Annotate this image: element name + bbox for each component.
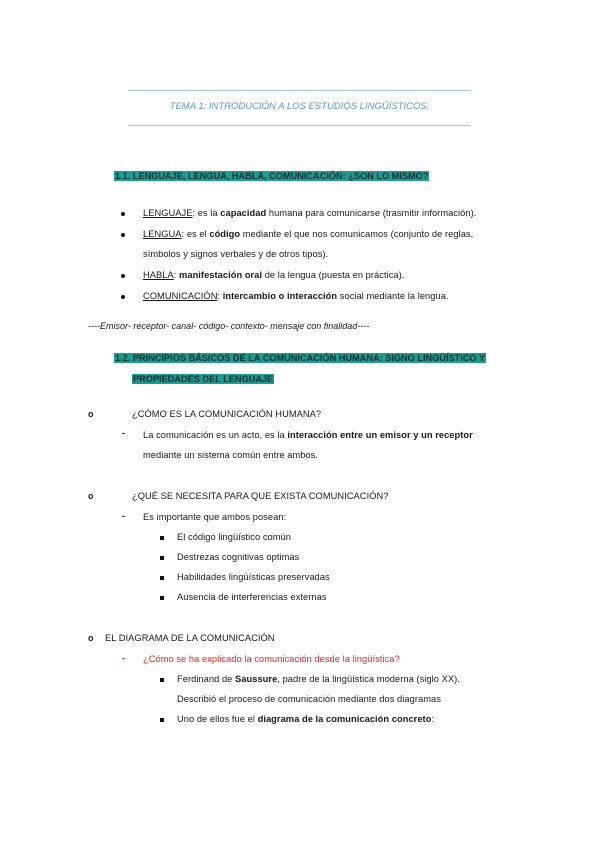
saussure-item-cont: Describió el proceso de comunicación mediante dos diagramas xyxy=(177,694,441,704)
list-item-habla: HABLA: manifestación oral de la lengua (puesta en práctica). xyxy=(143,270,405,280)
section-heading-1-2-cont: PROPIEDADES DEL LENGUAJE xyxy=(133,374,274,384)
list-item-lenguaje: LENGUAJE: es la capacidad humana para comunicarse (trasmitir información). xyxy=(143,208,477,218)
question-requirements: ¿QUÉ SE NECESITA PARA QUE EXISTA COMUNICACIÓN? xyxy=(132,491,389,501)
requirement-item: Destrezas cognitivas optimas xyxy=(177,552,300,562)
section-heading-1-1: 1.1. LENGUAJE, LENGUA, HABLA, COMUNICACIÓN: ¿SON LO MISMO? xyxy=(115,171,429,181)
square-bullet-icon xyxy=(160,556,164,560)
requirement-item: El código lingüístico común xyxy=(177,532,292,542)
answer-communication-human: La comunicación es un acto, es la interacción entre un emisor y un receptor xyxy=(143,430,473,440)
list-item-comunicacion: COMUNICACIÓN: intercambio o interacción social mediante la lengua. xyxy=(143,291,449,301)
requirements-intro: Es importante que ambos posean: xyxy=(143,512,287,522)
dash-bullet-icon: - xyxy=(122,511,126,522)
saussure-item: Ferdinand de Saussure, padre de la lingüística moderna (siglo XX). xyxy=(177,674,460,684)
answer-communication-human-cont: mediante un sistema común entre ambos. xyxy=(143,450,319,460)
bullet-icon xyxy=(121,295,125,299)
circle-bullet-icon: o xyxy=(88,633,94,643)
title-rule-top xyxy=(128,90,471,91)
diagram-item: Uno de ellos fue el diagrama de la comunicación concreto: xyxy=(177,714,435,724)
square-bullet-icon xyxy=(160,678,164,682)
red-question: ¿Cómo se ha explicado la comunicación desde la lingüística? xyxy=(143,654,400,664)
list-item-lengua-cont: símbolos y signos verbales y de otros tipos). xyxy=(143,249,329,259)
page-title: TEMA 1: INTRODUCIÓN A LOS ESTUDIOS LINGÜÍSTICOS. xyxy=(169,101,430,112)
diagram-heading: EL DIAGRAMA DE LA COMUNICACIÓN xyxy=(105,633,275,643)
list-item-lengua: LENGUA: es el código mediante el que nos comunicamos (conjunto de reglas, xyxy=(143,229,474,239)
communication-elements-line: ----Emisor- receptor- canal- código- contexto- mensaje con finalidad---- xyxy=(88,321,370,331)
question-communication-human: ¿CÓMO ES LA COMUNICACIÓN HUMANA? xyxy=(132,409,322,419)
square-bullet-icon xyxy=(160,536,164,540)
square-bullet-icon xyxy=(160,576,164,580)
bullet-icon xyxy=(121,233,125,237)
dash-bullet-icon: - xyxy=(122,653,126,664)
section-heading-1-2: 1.2. PRINCIPIOS BÁSICOS DE LA COMUNICACIÓN HUMANA: SIGNO LINGÜÍSTICO Y xyxy=(115,353,486,363)
requirement-item: Ausencia de interferencias externas xyxy=(177,592,327,602)
bullet-icon xyxy=(121,212,125,216)
square-bullet-icon xyxy=(160,596,164,600)
circle-bullet-icon: o xyxy=(88,409,94,419)
square-bullet-icon xyxy=(160,718,164,722)
bullet-icon xyxy=(121,274,125,278)
requirement-item: Habilidades lingüísticas preservadas xyxy=(177,572,330,582)
circle-bullet-icon: o xyxy=(88,491,94,501)
dash-bullet-icon: - xyxy=(122,428,126,439)
title-rule-bottom xyxy=(128,125,471,126)
